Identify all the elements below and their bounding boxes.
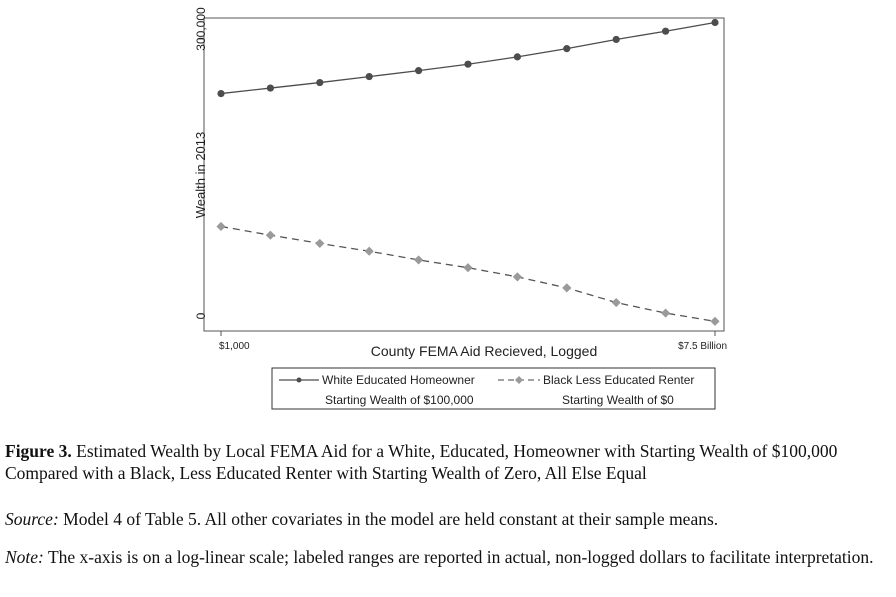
data-point-white-educated-homeowner-8 [563,45,570,52]
y-axis-label: Wealth in 2013 [193,131,208,219]
data-point-white-educated-homeowner-2 [267,84,274,91]
legend-label-white-educated-homeowner: White Educated Homeowner [322,373,475,387]
data-point-black-less-educated-renter-5 [414,255,423,264]
figure-label: Figure 3. [5,441,72,461]
data-point-white-educated-homeowner-6 [464,61,471,68]
data-point-black-less-educated-renter-7 [513,272,522,281]
data-point-black-less-educated-renter-1 [216,222,225,231]
data-point-white-educated-homeowner-5 [415,67,422,74]
x-tick-label-max: $7.5 Billion [678,341,727,352]
axis-note [5,546,893,568]
source-label: Source: [5,509,59,529]
data-point-black-less-educated-renter-2 [266,231,275,240]
y-tick-label-300000: 300,000 [194,7,208,51]
legend-sublabel-white-educated-homeowner: Starting Wealth of $100,000 [325,393,474,407]
note-label: Note: [5,547,44,567]
data-point-black-less-educated-renter-6 [463,263,472,272]
data-point-white-educated-homeowner-3 [316,79,323,86]
legend-label-black-less-educated-renter: Black Less Educated Renter [543,373,695,387]
figure-caption-text: Estimated Wealth by Local FEMA Aid for a White, Educated, Homeowner with Starting Wealth of $100,000 Compared with a Black, Less Educated Renter with Starting Wealth of Zero, All Else Equal [5,441,838,483]
note-text: The x-axis is on a log-linear scale; labeled ranges are reported in actual, non-logged dollars to facilitate interpretation. [43,547,874,567]
data-point-black-less-educated-renter-10 [661,308,670,317]
data-point-black-less-educated-renter-4 [365,247,374,256]
y-tick-label-0: 0 [194,312,208,320]
data-point-white-educated-homeowner-4 [366,73,373,80]
x-tick-label-min: $1,000 [219,341,250,352]
source-text: Model 4 of Table 5. All other covariates in the model are held constant at their sample means. [58,509,719,529]
data-point-white-educated-homeowner-11 [711,19,718,26]
series-line-black-less-educated-renter [221,226,715,321]
data-point-black-less-educated-renter-3 [315,239,324,248]
figure-caption [5,440,893,484]
data-point-white-educated-homeowner-1 [217,90,224,97]
data-point-white-educated-homeowner-9 [613,36,620,43]
source-note [5,508,893,530]
legend-sublabel-black-less-educated-renter: Starting Wealth of $0 [562,393,674,407]
data-point-white-educated-homeowner-7 [514,53,521,60]
series-line-white-educated-homeowner [221,23,715,94]
data-point-black-less-educated-renter-11 [710,317,719,326]
data-point-white-educated-homeowner-10 [662,28,669,35]
x-axis-label: County FEMA Aid Recieved, Logged [370,343,598,359]
data-point-black-less-educated-renter-9 [612,298,621,307]
data-point-black-less-educated-renter-8 [562,283,571,292]
series-layer [216,19,719,326]
